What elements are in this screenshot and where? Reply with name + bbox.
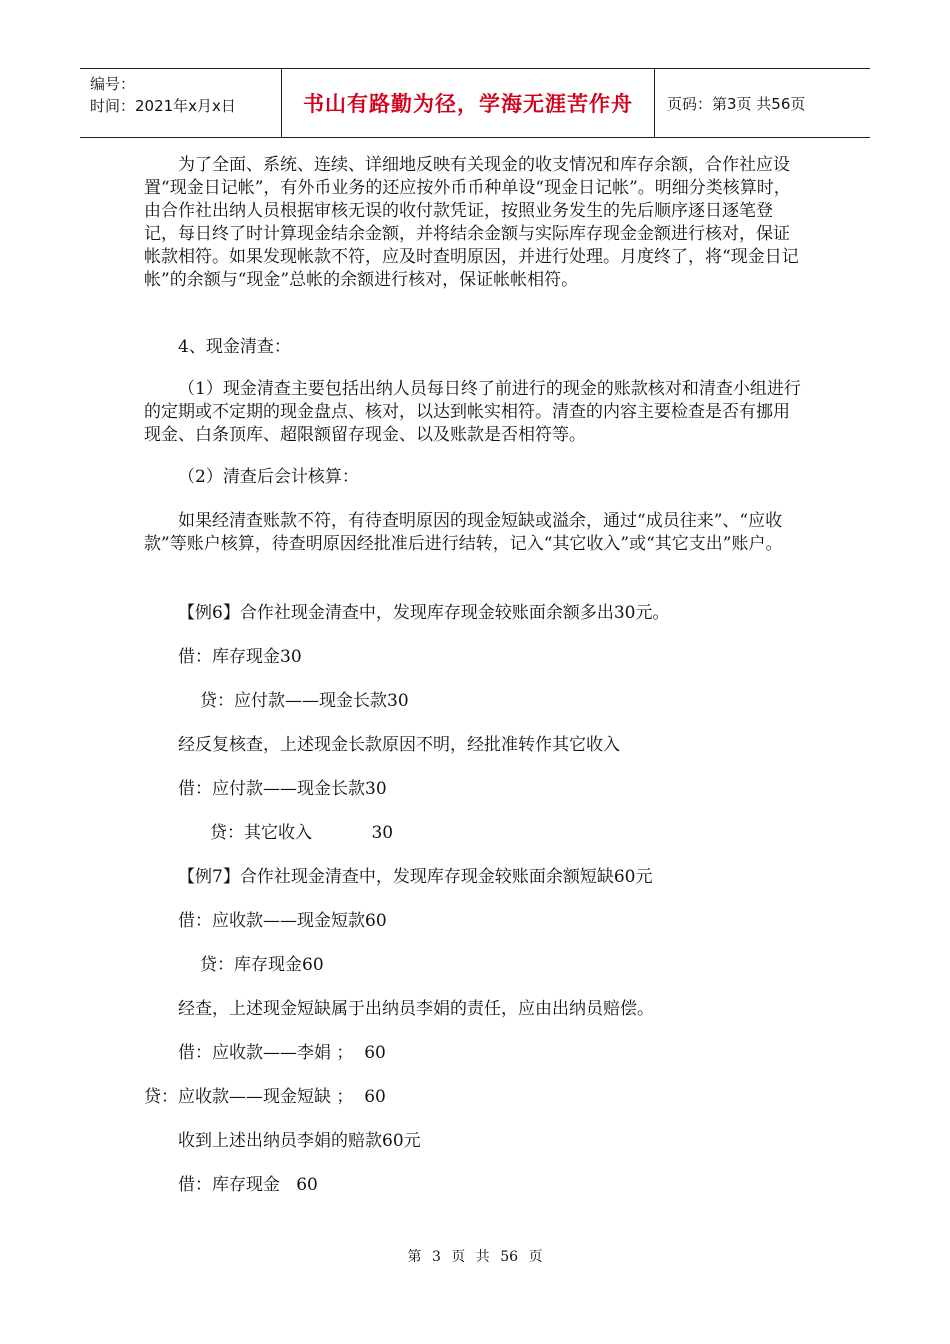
entry-credit-line: 贷：应付款——现金长款30 xyxy=(200,691,409,711)
entry-credit-line: 贷：应收款——现金短缺 ； 60 xyxy=(144,1087,386,1107)
intro-paragraph: 为了全面、系统、连续、详细地反映有关现金的收支情况和库存余额，合作社应设置“现金日记帐”，有外币业务的还应按外币币种单设“现金日记帐”。明细分类核算时，由合作社出纳人员根据审核无误的收付款凭证，按照业务发生的先后顺序逐日逐笔登记，每日终了时计算现金结余金额，并将结余金额与实际库存现金金额进行核对，保证帐款相符。如果发现帐款不符，应及时查明原因，并进行处理。月度终了，将“现金日记帐”的余额与“现金”总帐的余额进行核对，保证帐帐相符。 xyxy=(144,155,799,290)
section-4-paragraph-1: （1）现金清查主要包括出纳人员每日终了前进行的现金的账款核对和清查小组进行的定期或不定期的现金盘点、核对，以达到帐实相符。清查的内容主要检查是否有挪用现金、白条顶库、超限额留存现金、以及账款是否相符等。 xyxy=(144,379,801,445)
example-7-heading: 【例7】合作社现金清查中，发现库存现金较账面余额短缺60元 xyxy=(178,867,653,887)
section-4-p1-block xyxy=(144,378,804,447)
page-footer: 第 3 页 共 56 页 xyxy=(407,1249,543,1265)
section-4-p2-block xyxy=(144,466,804,489)
entry-debit-line: 借：库存现金30 xyxy=(178,647,302,667)
document-body xyxy=(144,154,804,292)
entry-debit-line: 借：应收款——现金短款60 xyxy=(178,911,387,931)
section-4-subtitle-2: （2）清查后会计核算： xyxy=(178,467,359,487)
document-number-label: 编号： xyxy=(90,75,136,93)
header-page-info-cell xyxy=(655,69,870,137)
header-meta xyxy=(80,69,282,137)
section-4 xyxy=(144,336,804,359)
section-4-p3-block xyxy=(144,510,804,556)
header-motto-cell xyxy=(282,69,655,137)
entry-note-line: 经反复核查，上述现金长款原因不明，经批准转作其它收入 xyxy=(178,735,620,755)
entry-debit-line: 借：库存现金 60 xyxy=(178,1175,318,1195)
entry-credit-line: 贷：库存现金60 xyxy=(200,955,324,975)
header-page-info: 页码：第3页 共56页 xyxy=(667,94,806,113)
header-motto: 书山有路勤为径，学海无涯苦作舟 xyxy=(303,92,633,116)
page-header xyxy=(80,68,870,138)
entry-note-line: 经查，上述现金短缺属于出纳员李娟的责任，应由出纳员赔偿。 xyxy=(178,999,654,1019)
example-6-heading: 【例6】合作社现金清查中，发现库存现金较账面余额多出30元。 xyxy=(178,603,670,623)
section-4-title: 4、现金清查： xyxy=(178,337,291,357)
entry-debit-line: 借：应收款——李娟 ； 60 xyxy=(178,1043,386,1063)
entry-credit-line: 贷：其它收入 30 xyxy=(210,823,394,843)
document-date: 时间：2021年x月x日 xyxy=(90,97,236,115)
entry-note-line: 收到上述出纳员李娟的赔款60元 xyxy=(178,1131,421,1151)
entry-debit-line: 借：应付款——现金长款30 xyxy=(178,779,387,799)
section-4-paragraph-3: 如果经清查账款不符，有待查明原因的现金短缺或溢余，通过“成员往来”、“应收款”等账户核算，待查明原因经批准后进行结转，记入“其它收入”或“其它支出”账户。 xyxy=(144,511,783,554)
